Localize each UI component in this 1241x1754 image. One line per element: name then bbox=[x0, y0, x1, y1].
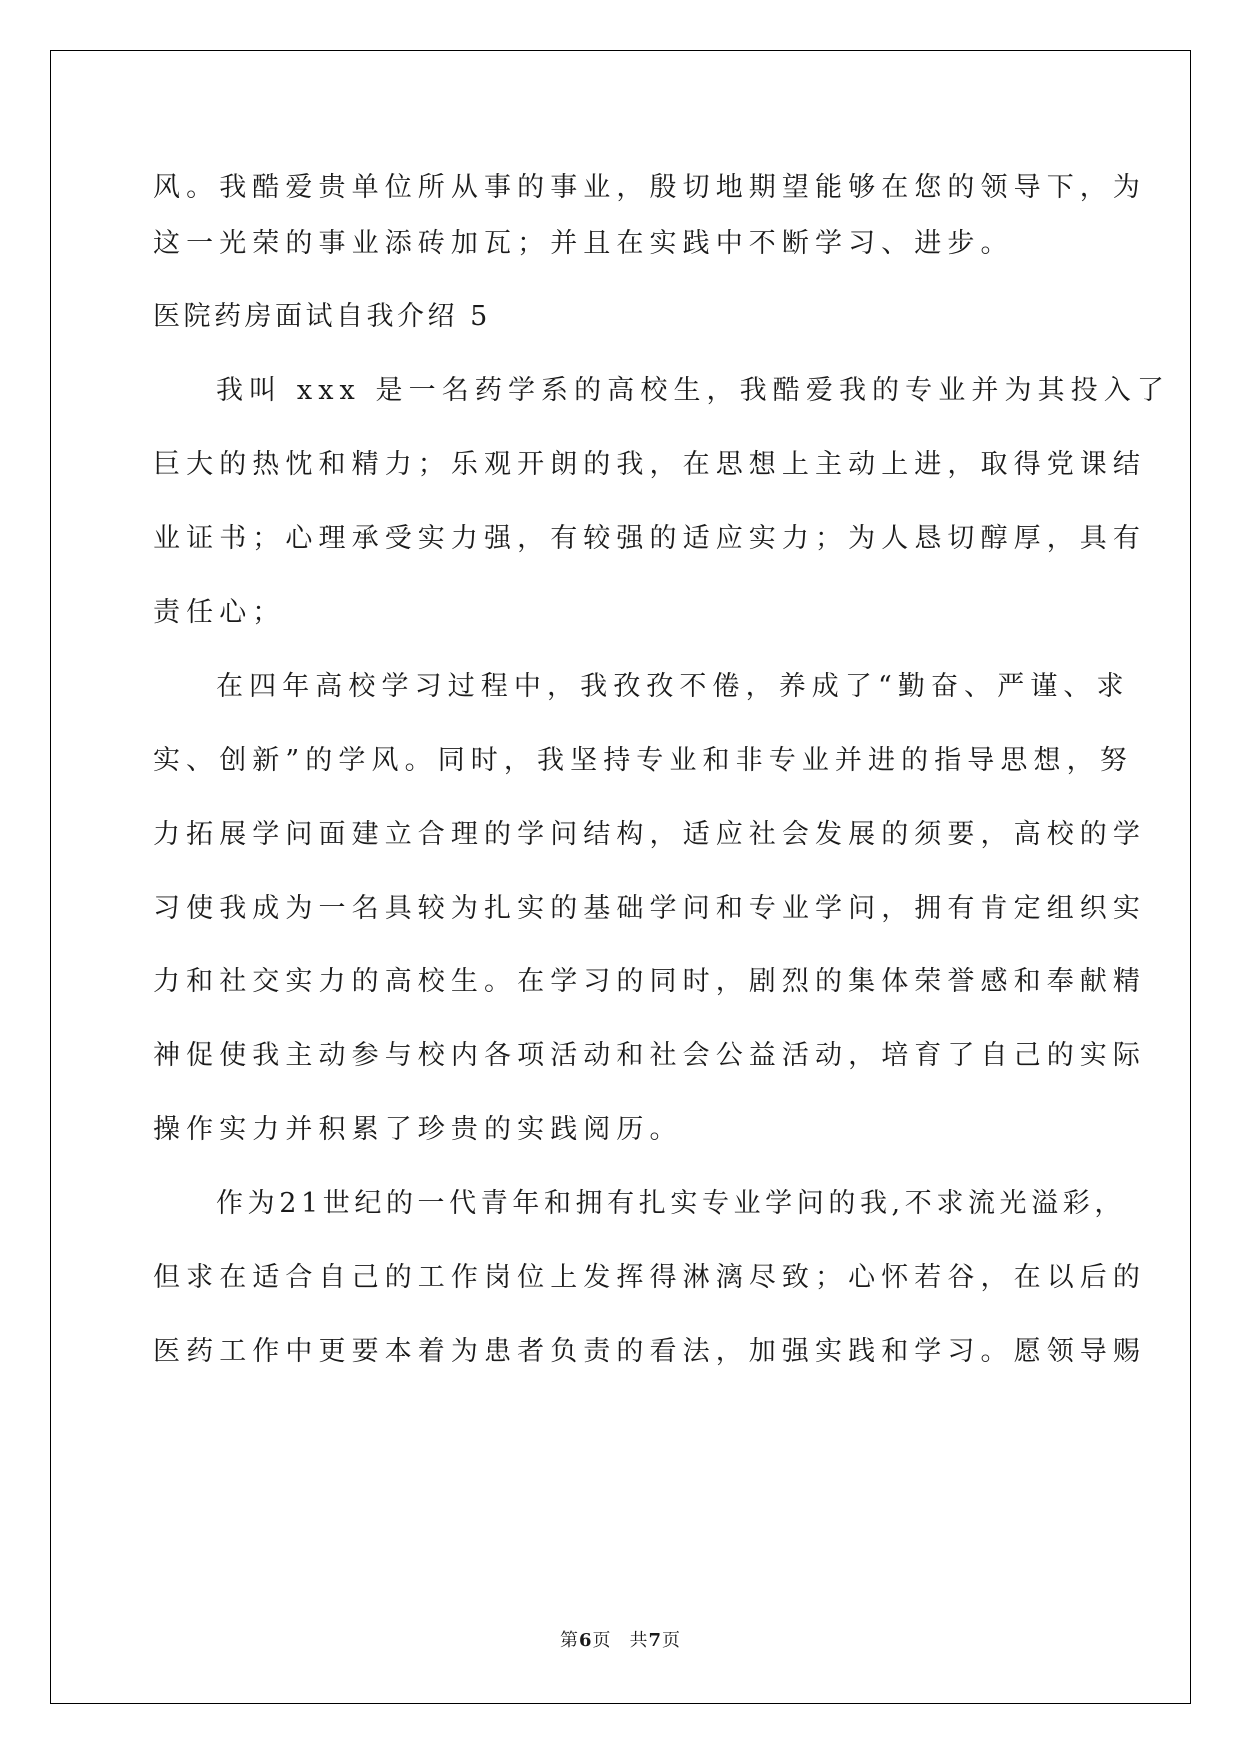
page-footer bbox=[0, 1626, 1241, 1652]
body-line: 力和社交实力的高校生。在学习的同时，剧烈的集体荣誉感和奉献精 bbox=[153, 966, 1146, 997]
body-line: 作为21世纪的一代青年和拥有扎实专业学问的我,不求流光溢彩， bbox=[216, 1188, 1126, 1219]
total-unit: 页 bbox=[662, 1630, 682, 1651]
body-line: 巨大的热忱和精力；乐观开朗的我，在思想上主动上进，取得党课结 bbox=[153, 449, 1146, 480]
total-prefix: 共 bbox=[629, 1630, 649, 1651]
body-line: 但求在适合自己的工作岗位上发挥得淋漓尽致；心怀若谷，在以后的 bbox=[153, 1262, 1146, 1293]
body-line: 力拓展学问面建立合理的学问结构，适应社会发展的须要，高校的学 bbox=[153, 819, 1146, 850]
body-line: 神促使我主动参与校内各项活动和社会公益活动，培育了自己的实际 bbox=[153, 1040, 1146, 1071]
body-line: 我叫 xxx 是一名药学系的高校生，我酷爱我的专业并为其投入了 bbox=[216, 375, 1170, 406]
body-line: 在四年高校学习过程中，我孜孜不倦，养成了“勤奋、严谨、求 bbox=[216, 671, 1130, 702]
total-page-number: 7 bbox=[648, 1630, 663, 1651]
body-line: 业证书；心理承受实力强，有较强的适应实力；为人恳切醇厚，具有 bbox=[153, 523, 1146, 554]
body-line: 责任心； bbox=[153, 597, 286, 628]
section-heading: 医院药房面试自我介绍 5 bbox=[153, 301, 491, 332]
page-unit: 页 bbox=[592, 1630, 612, 1651]
body-line: 操作实力并积累了珍贵的实践阅历。 bbox=[153, 1114, 683, 1145]
current-page-number: 6 bbox=[578, 1630, 593, 1651]
body-line: 医药工作中更要本着为患者负责的看法，加强实践和学习。愿领导赐 bbox=[153, 1336, 1146, 1367]
body-line: 习使我成为一名具较为扎实的基础学问和专业学问，拥有肯定组织实 bbox=[153, 893, 1146, 924]
body-line: 这一光荣的事业添砖加瓦；并且在实践中不断学习、进步。 bbox=[153, 228, 1014, 259]
body-line: 实、创新”的学风。同时，我坚持专业和非专业并进的指导思想，努 bbox=[153, 745, 1133, 776]
page-prefix: 第 bbox=[559, 1630, 579, 1651]
body-line: 风。我酷爱贵单位所从事的事业，殷切地期望能够在您的领导下，为 bbox=[153, 172, 1146, 203]
